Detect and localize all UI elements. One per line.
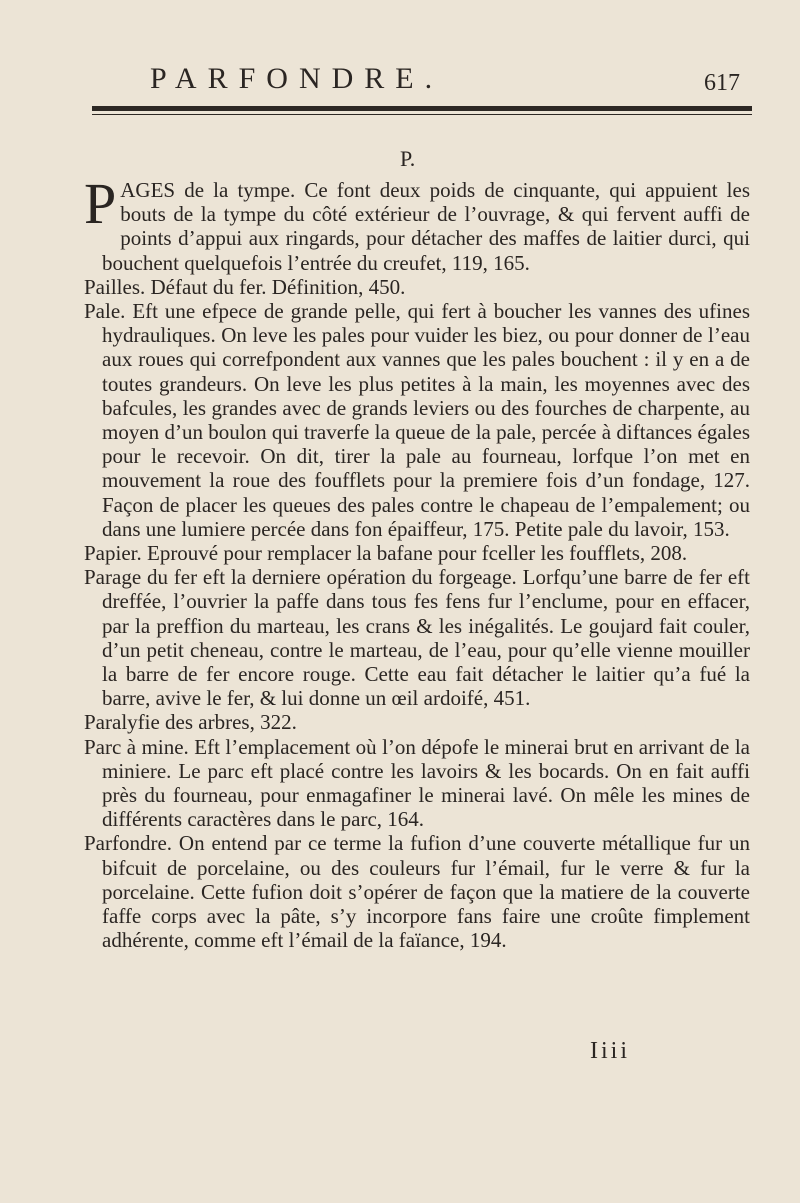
section-letter: P. — [400, 146, 416, 171]
running-head — [0, 62, 800, 102]
entry-pailles: Pailles. Défaut du fer. Définition, 450. — [84, 274, 406, 299]
entry-paralysie: Paralyfie des arbres, 322. — [84, 710, 297, 735]
drop-cap: P — [84, 171, 117, 236]
header-rule-thin — [92, 114, 752, 115]
entry-pages — [84, 171, 750, 275]
header-rule-thick — [92, 106, 752, 111]
entry-parfondre: Parfondre. On entend par ce terme la fufion d’une couverte métallique fur un bifcuit de porcelaine, ou des couleurs fur l’émail, fur le verre & fur la porcelaine. Cette fufion doit s’opérer de façon que la matiere de la couverte faffe corps avec la pâte, s’y incorpore fans faire une croûte fimplement adhérente, comme eft l’émail de la faïance, 194. — [84, 831, 750, 953]
running-head-title: PARFONDRE. — [150, 62, 444, 95]
entry-parc-a-mine: Parc à mine. Eft l’emplacement où l’on dépofe le minerai brut en arrivant de la miniere. Le parc eft placé contre les lavoirs & les bocards. On en fait auffi près du fourneau, pour enmagafiner le minerai lavé. On mêle les mines de différents caractères dans le parc, 164. — [84, 734, 750, 832]
entry-parage: Parage du fer eft la derniere opération du forgeage. Lorfqu’une barre de fer eft dreffée, l’ouvrier la paffe dans tous fes fens fur l’enclume, pour en effacer, par la preffion du marteau, les crans & les inégalités. Le goujard fait couler, d’un petit cheneau, contre le marteau, de l’eau, pour qu’elle vienne mouiller la barre de fer encore rouge. Cette eau fait détacher le laitier qu’a fué la barre, avive le fer, & lui donne un œil ardoifé, 451. — [84, 565, 750, 711]
entry-papier: Papier. Eprouvé pour remplacer la bafane pour fceller les foufflets, 208. — [84, 541, 688, 566]
dictionary-entries — [84, 171, 750, 953]
entry-pale: Pale. Eft une efpece de grande pelle, qui fert à boucher les vannes des ufines hydrauliques. On leve les pales pour vuider les biez, ou pour donner de l’eau aux roues qui correfpondent aux vannes que les pales bouchent : il y en a de toutes grandeurs. On leve les plus petites à la main, les moyennes avec des bafcules, les grandes avec de grands leviers ou des fourches de charpente, au moyen d’un boulon qui traverfe la queue de la pale, percée à diftances égales pour le recevoir. On dit, tirer la pale au fourneau, lorfque l’on met en mouvement la roue des foufflets pour la premiere fois d’un fondage, 127. Façon de placer les queues des pales contre le chapeau de l’empalement; ou dans une lumiere percée dans fon épaiffeur, 175. Petite pale du lavoir, 153. — [84, 299, 750, 541]
entry-text: de la tympe. Ce font deux poids de cinquante, qui appuient les bouts de la tympe du côté extérieur de l’ouvrage, & qui fervent auffi de points d’appui aux ringards, pour détacher des maffes de laitier durci, qui bouchent quelquefois l’entrée du creufet, 119, 165. — [102, 178, 750, 275]
signature-mark: Iiii — [590, 1038, 630, 1064]
page-number: 617 — [704, 70, 740, 96]
entry-headword-smallcaps: AGES — [120, 178, 176, 202]
